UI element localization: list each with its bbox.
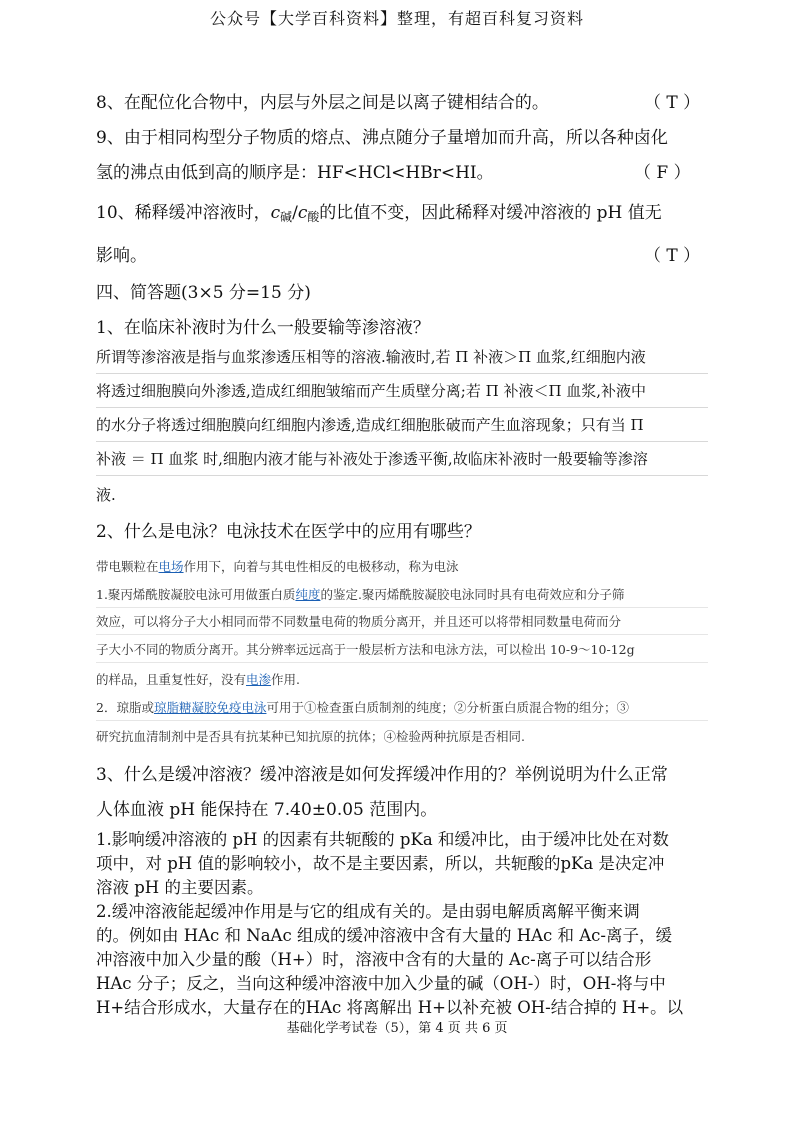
application-1-line: 效应，可以将分子大小相同而带不同数量电荷的物质分离开，并且还可以将带相同数量电荷而分 bbox=[96, 612, 708, 635]
answer-1-line: 将透过细胞膜向外渗透,造成红细胞皱缩而产生质壁分离;若 Π 补液＜Π 血浆,补液中 bbox=[96, 380, 708, 408]
tf-question-9-line2: 氢的沸点由低到高的顺序是：HF<HCl<HBr<HI。 bbox=[96, 163, 494, 183]
answer-3-paragraph-2: 冲溶液中加入少量的酸（H+）时，溶液中含有的大量的 Ac-离子可以结合形 bbox=[96, 950, 652, 969]
electric-field-link[interactable]: 电场 bbox=[158, 559, 184, 574]
answer-3-paragraph-1: 项中，对 pH 值的影响较小，故不是主要因素，所以，共轭酸的pKa 是决定冲 bbox=[96, 854, 665, 873]
agarose-gel-immunoelectrophoresis-link[interactable]: 琼脂糖凝胶免疫电泳 bbox=[153, 700, 267, 715]
short-question-2: 2、什么是电泳？电泳技术在医学中的应用有哪些？ bbox=[96, 522, 481, 542]
application-1-line: 的样品，且重复性好，没有电渗作用. bbox=[96, 672, 301, 687]
short-question-3-line1: 3、什么是缓冲溶液？缓冲溶液是如何发挥缓冲作用的？举例说明为什么正常 bbox=[96, 765, 668, 785]
tf-question-9-line1: 9、由于相同构型分子物质的熔点、沸点随分子量增加而升高，所以各种卤化 bbox=[96, 128, 668, 148]
application-1-line: 子大小不同的物质分离开。其分辨率远远高于一般层析方法和电泳方法，可以检出 10-9～10-12g bbox=[96, 640, 708, 663]
answer-1-line: 液. bbox=[96, 486, 116, 504]
tf-question-10-line1: 10、稀释缓冲溶液时，$c_碱/c_酸$的比值不变，因此稀释对缓冲溶液的 pH 值无 bbox=[96, 203, 662, 224]
tf-question-10-line2: 影响。 bbox=[96, 246, 147, 266]
section-heading: 四、简答题(3×5 分=15 分) bbox=[96, 283, 311, 303]
tf-question-8: 8、在配位化合物中，内层与外层之间是以离子键相结合的。 bbox=[96, 93, 549, 113]
application-1-line: 1.聚丙烯酰胺凝胶电泳可用做蛋白质纯度的鉴定.聚丙烯酰胺凝胶电泳同时具有电荷效应和分子筛 bbox=[96, 585, 708, 608]
answer-1-line: 所谓等渗溶液是指与血浆渗透压相等的溶液.输液时,若 Π 补液＞Π 血浆,红细胞内液 bbox=[96, 346, 708, 374]
tf-answer-9: （ F ） bbox=[634, 163, 691, 183]
electrophoresis-definition: 带电颗粒在电场作用下，向着与其电性相反的电极移动，称为电泳 bbox=[96, 559, 459, 574]
tf-answer-8: （ T ） bbox=[644, 93, 701, 113]
application-2-line: 2．琼脂或琼脂糖凝胶免疫电泳可用于①检查蛋白质制剂的纯度；②分析蛋白质混合物的组分；③ bbox=[96, 698, 708, 721]
answer-3-paragraph-2: HAc 分子；反之，当向这种缓冲溶液中加入少量的碱（OH-）时，OH-将与中 bbox=[96, 974, 666, 993]
answer-3-paragraph-2: 2.缓冲溶液能起缓冲作用是与它的组成有关的。是由弱电解质离解平衡来调 bbox=[96, 902, 640, 921]
page-header: 公众号【大学百科资料】整理，有超百科复习资料 bbox=[209, 9, 584, 28]
short-question-3-line2: 人体血液 pH 能保持在 7.40±0.05 范围内。 bbox=[96, 800, 438, 820]
page-footer: 基础化学考试卷（5），第 4 页 共 6 页 bbox=[286, 1021, 508, 1036]
answer-1-line: 补液 ＝ Π 血浆 时,细胞内液才能与补液处于渗透平衡,故临床补液时一般要输等渗溶 bbox=[96, 448, 708, 476]
short-question-1: 1、在临床补液时为什么一般要输等渗溶液？ bbox=[96, 318, 430, 338]
answer-1-line: 的水分子将透过细胞膜向红细胞内渗透,造成红细胞胀破而产生血溶现象；只有当 Π bbox=[96, 414, 708, 442]
application-2-line: 研究抗血清制剂中是否具有抗某种已知抗原的抗体；④检验两种抗原是否相同. bbox=[96, 729, 525, 744]
answer-3-paragraph-2: H+结合形成水，大量存在的HAc 将离解出 H+以补充被 OH-结合掉的 H+。以 bbox=[96, 998, 684, 1017]
purity-link[interactable]: 纯度 bbox=[295, 587, 321, 602]
answer-3-paragraph-1: 1.影响缓冲溶液的 pH 的因素有共轭酸的 pKa 和缓冲比，由于缓冲比处在对数 bbox=[96, 830, 669, 849]
tf-answer-10: （ T ） bbox=[644, 246, 701, 266]
electroosmosis-link[interactable]: 电渗 bbox=[246, 672, 272, 687]
answer-3-paragraph-2: 的。例如由 HAc 和 NaAc 组成的缓冲溶液中含有大量的 HAc 和 Ac-离子，缓 bbox=[96, 926, 672, 945]
answer-3-paragraph-1: 溶液 pH 的主要因素。 bbox=[96, 878, 264, 897]
